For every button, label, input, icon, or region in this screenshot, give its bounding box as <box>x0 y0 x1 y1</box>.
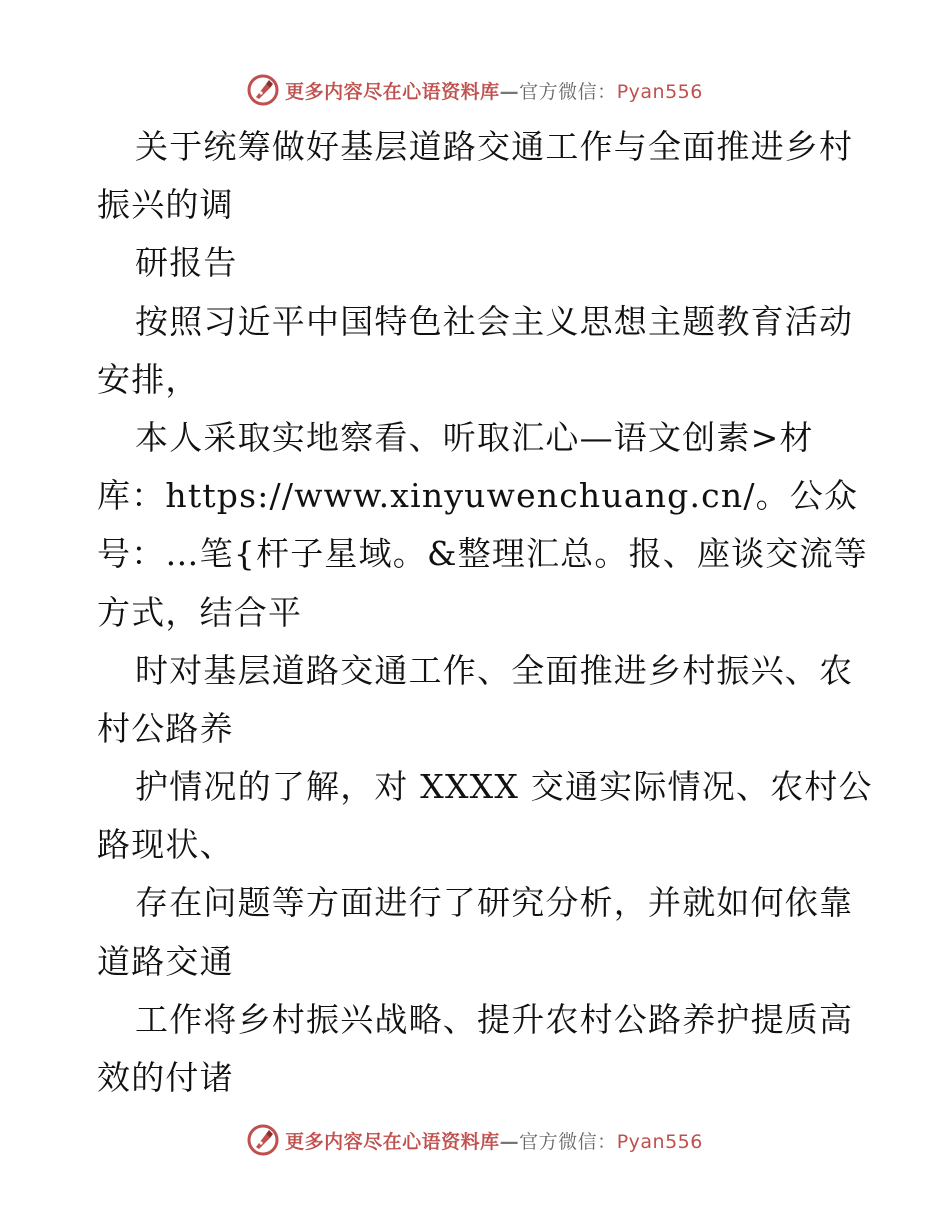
body-line: 方式，结合平 <box>97 592 303 632</box>
body-line: 时对基层道路交通工作、全面推进乡村振兴、农 <box>135 650 854 690</box>
body-line: 本人采取实地察看、听取汇心—语文创素>材 <box>135 417 814 457</box>
body-line: 安排， <box>97 359 200 399</box>
banner-wechat-label: 官方微信： <box>519 80 617 103</box>
banner-brand: 更多内容尽在心语资料库 <box>285 1130 500 1153</box>
body-line: 工作将乡村振兴战略、提升农村公路养护提质高 <box>135 999 854 1039</box>
banner-dash: — <box>499 1130 520 1153</box>
banner-dash: — <box>499 80 520 103</box>
banner-text <box>285 1127 703 1154</box>
body-line: 关于统筹做好基层道路交通工作与全面推进乡村 <box>135 127 854 166</box>
body-line: 研报告 <box>135 243 238 283</box>
body-line: 按照习近平中国特色社会主义思想主题教育活动 <box>135 301 854 341</box>
banner-text <box>285 77 703 104</box>
body-line: 护情况的了解，对 XXXX 交通实际情况、农村公 <box>135 767 873 807</box>
body-line: 振兴的调 <box>97 185 234 225</box>
banner-wechat-id: Pyan556 <box>616 80 703 103</box>
header-banner <box>0 70 950 110</box>
body-line: 号：…笔{杆子星域。&整理汇总。报、座谈交流等 <box>97 534 868 574</box>
pen-nib-logo-icon <box>247 1124 279 1156</box>
body-line: 效的付诸 <box>97 1058 234 1097</box>
body-line: 存在问题等方面进行了研究分析，并就如何依靠 <box>135 883 854 923</box>
footer-banner <box>0 1120 950 1160</box>
body-line: 道路交通 <box>97 941 234 981</box>
banner-wechat-id: Pyan556 <box>616 1130 703 1153</box>
body-line: 库：https://www.xinyuwenchuang.cn/。公众 <box>97 476 859 516</box>
banner-brand: 更多内容尽在心语资料库 <box>285 80 500 103</box>
banner-wechat-label: 官方微信： <box>519 1130 617 1153</box>
document-body <box>97 118 873 1107</box>
body-line: 路现状、 <box>97 825 234 865</box>
body-line: 村公路养 <box>97 708 234 748</box>
pen-nib-logo-icon <box>247 74 279 106</box>
